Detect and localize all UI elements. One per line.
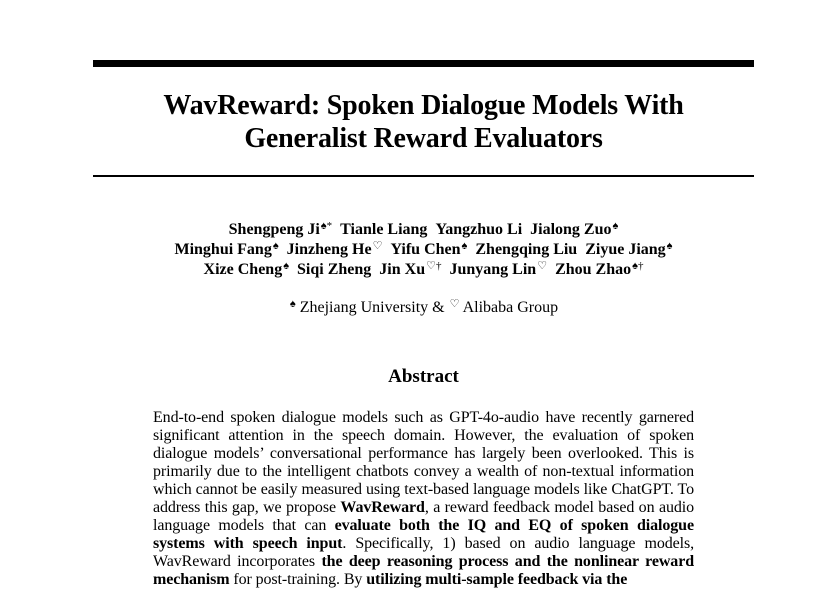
abstract-text <box>153 409 694 589</box>
author-affiliation-mark: ♠* <box>320 220 333 232</box>
author <box>555 261 643 278</box>
affiliations <box>93 298 754 318</box>
author-line <box>93 260 754 280</box>
author-affiliation-mark: ♠ <box>283 260 290 272</box>
abstract-part-4: for post-training. By <box>229 571 367 588</box>
author-affiliation-mark: ♠ <box>461 240 468 252</box>
author <box>449 261 547 278</box>
affiliation-joiner: & <box>432 299 445 316</box>
author-affiliation-mark: ♡ <box>537 260 548 272</box>
author <box>530 221 618 238</box>
title-top-rule <box>93 60 754 67</box>
author-affiliation-mark: ♠† <box>632 260 644 272</box>
author <box>390 241 467 258</box>
spade-mark: ♠ <box>289 298 296 310</box>
abstract-bold-3: the deep reasoning process and the nonlinear reward mechanism <box>153 553 694 588</box>
author-line <box>93 240 754 260</box>
author-affiliation-mark: ♡ <box>372 240 383 252</box>
author-affiliation-mark: ♠ <box>272 240 279 252</box>
author-affiliation-mark: ♡† <box>426 260 442 272</box>
author <box>229 221 332 238</box>
author <box>379 261 441 278</box>
author-affiliation-mark: ♠ <box>612 220 619 232</box>
abstract-bold-1: WavReward <box>340 499 425 516</box>
abstract-part-2: , a reward feedback model based on audio language models that can <box>153 499 694 534</box>
author <box>204 261 290 278</box>
paper-title <box>93 89 754 155</box>
affiliation-2: Alibaba Group <box>462 299 559 316</box>
author <box>475 241 577 258</box>
author <box>287 241 383 258</box>
author-line <box>93 220 754 240</box>
abstract-bold-2: evaluate both the IQ and EQ of spoken dialogue systems with speech input <box>153 517 694 552</box>
author-name: Jinzheng He <box>286 241 372 258</box>
title-line-1: WavReward: Spoken Dialogue Models With <box>163 90 684 121</box>
abstract-part-3: . Specifically, 1) based on audio language models, WavReward incorporates <box>153 535 694 570</box>
author-name: Jialong Zuo <box>530 221 612 238</box>
author-name: Ziyue Jiang <box>585 241 666 258</box>
author-name: Shengpeng Ji <box>228 221 320 238</box>
author <box>297 261 371 278</box>
author-name: Siqi Zheng <box>297 261 372 278</box>
abstract-bold-4: utilizing multi-sample feedback via the <box>366 571 628 588</box>
title-bottom-rule <box>93 175 754 177</box>
author-name: Zhengqing Liu <box>475 241 578 258</box>
author-name: Tianle Liang <box>340 221 428 238</box>
author-affiliation-mark: ♠ <box>666 240 673 252</box>
author-name: Minghui Fang <box>174 241 272 258</box>
author <box>435 221 522 238</box>
author <box>174 241 278 258</box>
author-name: Yangzhuo Li <box>435 221 523 238</box>
author-name: Xize Cheng <box>203 261 283 278</box>
author-name: Yifu Chen <box>390 241 461 258</box>
abstract-part-1: End-to-end spoken dialogue models such as GPT-4o-audio have recently garnered significant attention in the speech domain. However, the evaluation of spoken dialogue models’ conversational performance has largely been overlooked. This is primarily due to the intelligent chatbots convey a wealth of non-textual information which cannot be easily measured using text-based language models like ChatGPT. To address this gap, we propose <box>153 409 694 516</box>
affiliation-1: Zhejiang University <box>299 299 429 316</box>
author-name: Junyang Lin <box>449 261 537 278</box>
author-name: Jin Xu <box>379 261 426 278</box>
author <box>585 241 672 258</box>
author-list <box>93 220 754 280</box>
author-name: Zhou Zhao <box>555 261 632 278</box>
abstract-heading: Abstract <box>388 366 459 387</box>
title-line-2: Generalist Reward Evaluators <box>244 123 603 154</box>
heart-mark: ♡ <box>449 298 460 310</box>
author <box>340 221 427 238</box>
